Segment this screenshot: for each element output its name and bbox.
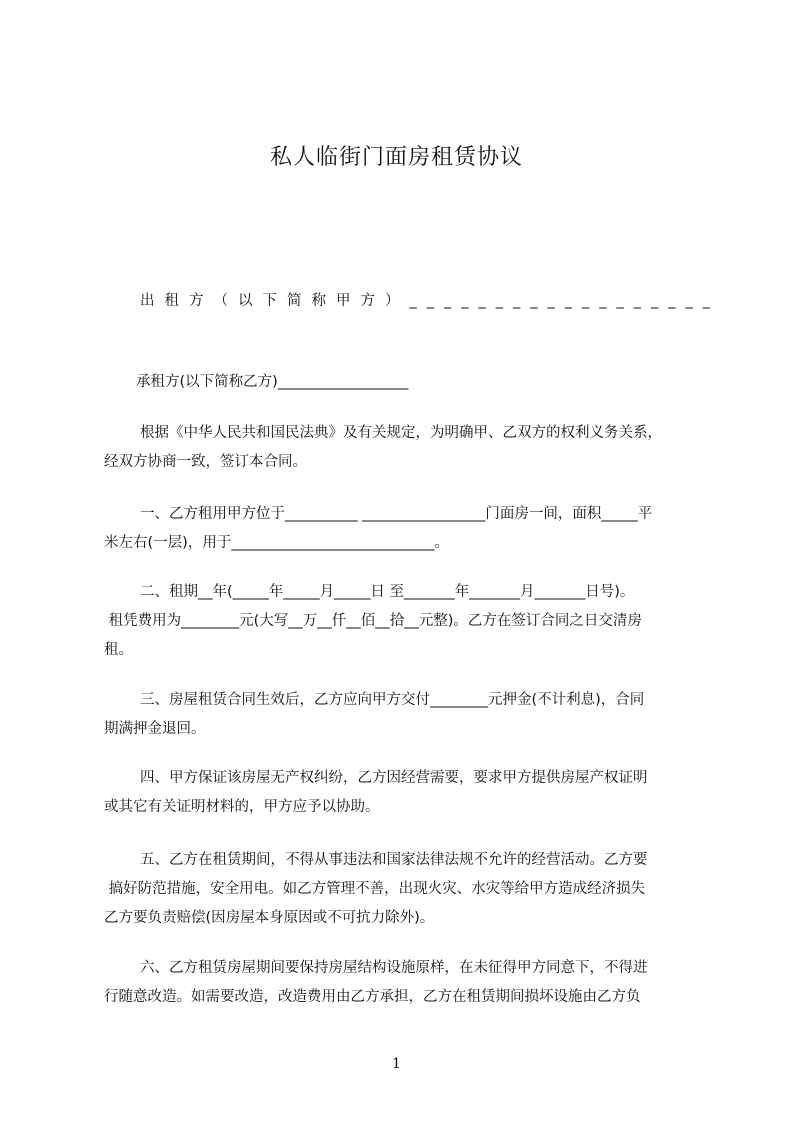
clause-1	[104, 500, 704, 558]
clause-line: 搞好防范措施，安全用电。如乙方管理不善，出现火灾、水灾等给甲方造成经济损失	[104, 881, 646, 897]
clause-6	[104, 954, 704, 1012]
clause-line: 一、乙方租用甲方位于__________ _________________门面房一间，面积_____平	[140, 506, 653, 522]
lessee-line: 承租方(以下简称乙方)__________________	[136, 374, 409, 390]
lessor-line: 出租方（以下简称甲方）__________________	[140, 293, 720, 309]
clause-line: 租凭费用为________元(大写__万__仟__佰__拾__元整)。乙方在签订合同之日交清房	[104, 613, 642, 629]
clause-line: 五、乙方在租赁期间，不得从事违法和国家法律法规不允许的经营活动。乙方要	[140, 852, 648, 868]
clause-3	[104, 686, 704, 744]
clause-line: 四、甲方保证该房屋无产权纠纷，乙方因经营需要，要求甲方提供房屋产权证明	[140, 770, 648, 786]
clause-line: 三、房屋租赁合同生效后，乙方应向甲方交付________元押金(不计利息)，合同	[140, 692, 645, 708]
clause-5	[104, 846, 704, 933]
preamble-line: 根据《中华人民共和国民法典》及有关规定，为明确甲、乙双方的权利义务关系，	[140, 425, 662, 441]
clause-line: 六、乙方租赁房屋期间要保持房屋结构设施原样，在未征得甲方同意下，不得进	[140, 960, 648, 976]
clause-line: 米左右(一层)，用于____________________________。	[104, 535, 449, 551]
clause-line: 行随意改造。如需要改造，改造费用由乙方承担，乙方在租赁期间损坏设施由乙方负	[104, 989, 641, 1005]
clause-line: 租。	[104, 642, 133, 658]
clause-line: 期满押金退回。	[104, 721, 206, 737]
preamble-line: 经双方协商一致，签订本合同。	[104, 454, 307, 470]
document-title: 私人临街门面房租赁协议	[269, 145, 523, 170]
clause-line: 或其它有关证明材料的，甲方应予以协助。	[104, 799, 380, 815]
clause-line: 乙方要负责赔偿(因房屋本身原因或不可抗力除外)。	[104, 910, 435, 926]
page-number: 1	[392, 1056, 401, 1072]
clause-4	[104, 764, 704, 822]
clause-line: 二、租期__年(_____年_____月_____日 至_______年_______月_______日号)。	[140, 584, 635, 600]
clause-2	[104, 578, 704, 665]
preamble-paragraph	[104, 419, 704, 477]
